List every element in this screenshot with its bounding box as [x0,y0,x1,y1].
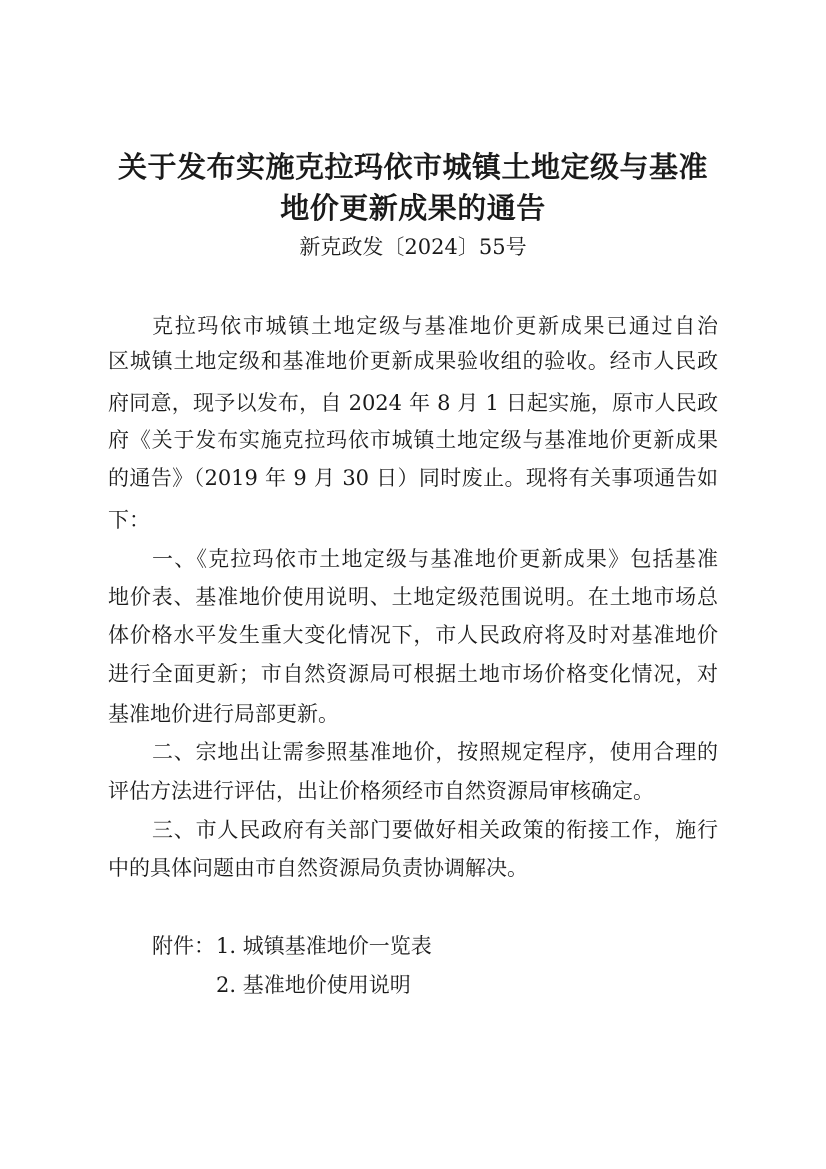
intro-line: 下： [108,508,150,532]
intro-line: 区城镇土地定级和基准地价更新成果验收组的验收。经市人民政 [108,349,718,373]
attachments-label: 附件： [152,934,215,958]
intro-line: 府《关于发布实施克拉玛依市城镇土地定级与基准地价更新成果 [108,428,718,452]
item1-line: 一、《克拉玛依市土地定级与基准地价更新成果》包括基准 [152,547,718,571]
intro-line: 府同意，现予以发布，自 2024 年 8 月 1 日起实施，原市人民政 [108,391,718,415]
intro-line: 克拉玛依市城镇土地定级与基准地价更新成果已通过自治 [152,314,718,338]
notice-title-line-1: 关于发布实施克拉玛依市城镇土地定级与基准 [117,150,708,184]
item2-line: 二、宗地出让需参照基准地价，按照规定程序，使用合理的 [152,740,718,764]
item1-line: 进行全面更新；市自然资源局可根据土地市场价格变化情况，对 [108,662,718,686]
item3-line: 中的具体问题由市自然资源局负责协调解决。 [108,856,528,880]
item1-line: 体价格水平发生重大变化情况下，市人民政府将及时对基准地价 [108,623,718,647]
intro-line: 的通告》（2019 年 9 月 30 日）同时废止。现将有关事项通告如 [108,466,718,490]
item1-line: 基准地价进行局部更新。 [108,702,339,726]
document-number: 新克政发〔2024〕55号 [299,235,527,259]
attachment-item: 1. 城镇基准地价一览表 [216,934,432,958]
attachment-item: 2. 基准地价使用说明 [216,973,411,997]
item2-line: 评估方法进行评估，出让价格须经市自然资源局审核确定。 [108,779,654,803]
notice-title-line-2: 地价更新成果的通告 [280,191,546,225]
item3-line: 三、市人民政府有关部门要做好相关政策的衔接工作，施行 [152,818,718,842]
item1-line: 地价表、基准地价使用说明、土地定级范围说明。在土地市场总 [108,585,718,609]
